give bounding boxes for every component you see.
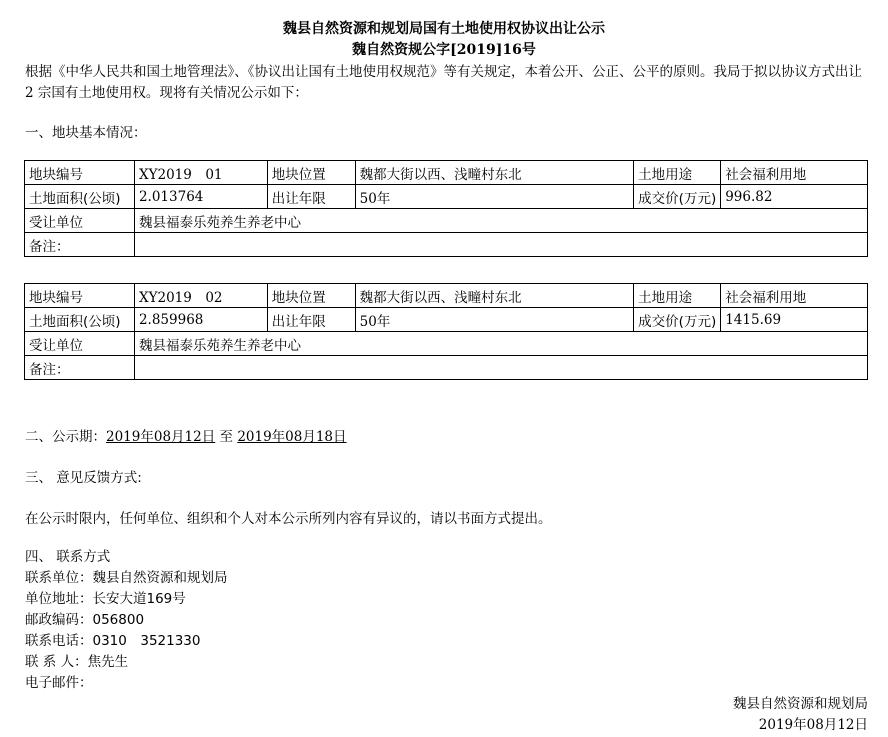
publicity-start-date: 2019年08月12日 bbox=[106, 429, 216, 445]
use-value: 社会福利用地 bbox=[721, 161, 868, 185]
area-value: 2.013764 bbox=[134, 185, 267, 209]
label-grantee: 受让单位 bbox=[25, 332, 135, 356]
table-row bbox=[25, 233, 868, 257]
grantee-value: 魏县福泰乐苑养生养老中心 bbox=[134, 209, 867, 233]
label-location: 地块位置 bbox=[267, 161, 355, 185]
intro-text-2: 宗国有土地使用权。现将有关情况公示如下： bbox=[37, 85, 308, 101]
label-term: 出让年限 bbox=[267, 185, 355, 209]
intro-paragraph bbox=[25, 62, 870, 104]
section3-heading: 三、 意见反馈方式: bbox=[25, 470, 142, 486]
price-value: 1415.69 bbox=[721, 308, 868, 332]
table-row bbox=[25, 161, 868, 185]
location-value: 魏都大街以西、浅疃村东北 bbox=[355, 161, 634, 185]
parcel-table-1 bbox=[24, 160, 868, 257]
table-row bbox=[25, 356, 868, 380]
contact-person: 联 系 人：焦先生 bbox=[25, 654, 129, 670]
contact-phone: 联系电话：0310 3521330 bbox=[25, 633, 201, 649]
price-value: 996.82 bbox=[721, 185, 868, 209]
issuer-name: 魏县自然资源和规划局 bbox=[733, 696, 868, 712]
contact-postcode: 邮政编码：056800 bbox=[25, 612, 145, 628]
table-row bbox=[25, 209, 868, 233]
table-row bbox=[25, 308, 868, 332]
section4-heading: 四、 联系方式 bbox=[25, 549, 111, 565]
issue-date: 2019年08月12日 bbox=[758, 717, 868, 733]
table-row bbox=[25, 332, 868, 356]
section1-heading: 一、地块基本情况： bbox=[25, 125, 147, 141]
contact-address: 单位地址：长安大道169号 bbox=[25, 591, 186, 607]
feedback-text: 在公示时限内，任何单位、组织和个人对本公示所列内容有异议的，请以书面方式提出。 bbox=[25, 511, 552, 527]
label-use: 土地用途 bbox=[634, 161, 721, 185]
label-remarks: 备注： bbox=[25, 356, 135, 380]
contact-email: 电子邮件： bbox=[25, 675, 93, 691]
notice-title: 魏县自然资源和规划局国有土地使用权协议出让公示 bbox=[283, 21, 605, 37]
publicity-period-label: 二、公示期： bbox=[25, 429, 106, 445]
parcel-count: 2 bbox=[25, 85, 34, 101]
remarks-value bbox=[134, 233, 867, 257]
term-value: 50年 bbox=[355, 185, 634, 209]
publicity-to: 至 bbox=[219, 429, 234, 445]
table-row bbox=[25, 284, 868, 308]
label-area: 土地面积(公顷) bbox=[25, 308, 135, 332]
intro-text-1: 根据《中华人民共和国土地管理法》、《协议出让国有土地使用权规范》等有关规定，本着公开、公正、公平的原则。我局于拟以协议方式出让 bbox=[25, 64, 862, 80]
label-remarks: 备注： bbox=[25, 233, 135, 257]
use-value: 社会福利用地 bbox=[721, 284, 868, 308]
parcel-no-value: XY2019 02 bbox=[134, 284, 267, 308]
label-use: 土地用途 bbox=[634, 284, 721, 308]
document-number: 魏自然资规公字[2019]16号 bbox=[352, 42, 536, 58]
label-parcel-no: 地块编号 bbox=[25, 161, 135, 185]
label-term: 出让年限 bbox=[267, 308, 355, 332]
label-grantee: 受让单位 bbox=[25, 209, 135, 233]
grantee-value: 魏县福泰乐苑养生养老中心 bbox=[134, 332, 867, 356]
location-value: 魏都大街以西、浅疃村东北 bbox=[355, 284, 634, 308]
table-row bbox=[25, 185, 868, 209]
remarks-value bbox=[134, 356, 867, 380]
term-value: 50年 bbox=[355, 308, 634, 332]
label-area: 土地面积(公顷) bbox=[25, 185, 135, 209]
label-price: 成交价(万元) bbox=[634, 185, 721, 209]
publicity-end-date: 2019年08月18日 bbox=[237, 429, 347, 445]
publicity-period bbox=[25, 425, 347, 445]
label-location: 地块位置 bbox=[267, 284, 355, 308]
label-parcel-no: 地块编号 bbox=[25, 284, 135, 308]
parcel-table-2 bbox=[24, 283, 868, 380]
area-value: 2.859968 bbox=[134, 308, 267, 332]
parcel-no-value: XY2019 01 bbox=[134, 161, 267, 185]
contact-unit: 联系单位：魏县自然资源和规划局 bbox=[25, 570, 228, 586]
label-price: 成交价(万元) bbox=[634, 308, 721, 332]
